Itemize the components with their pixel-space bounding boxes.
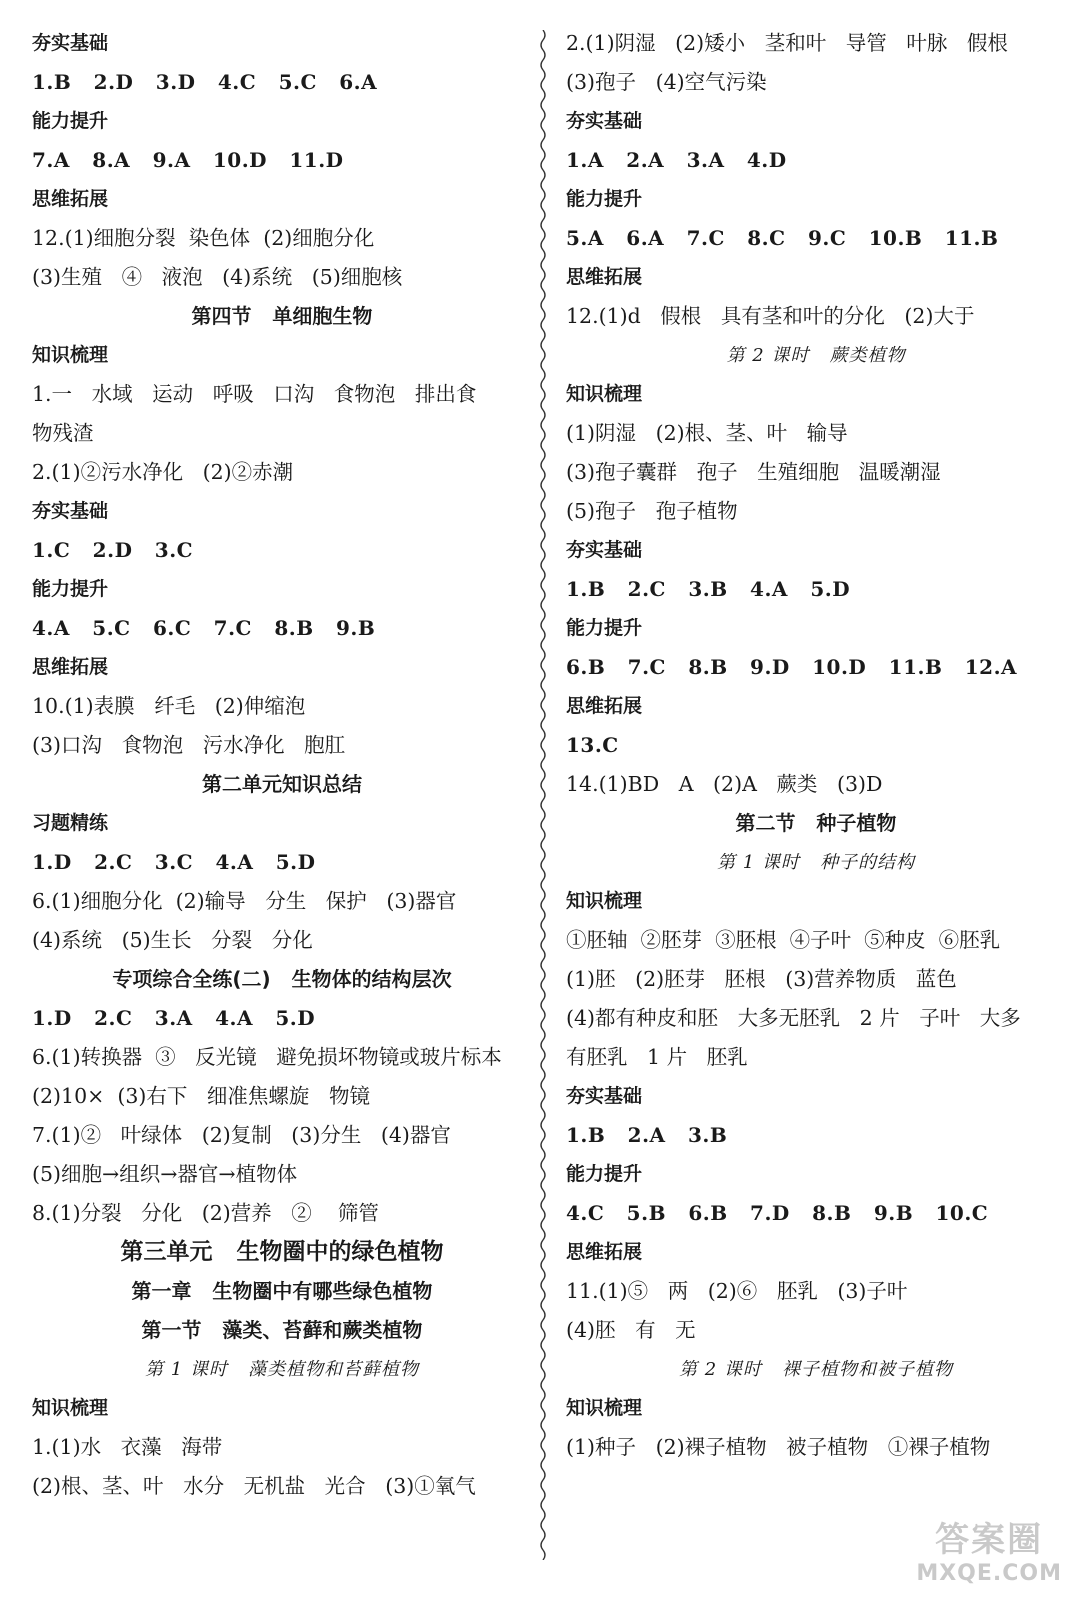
answer-line: (3)孢子 (4)空气污染 [566, 70, 767, 94]
section-title: 专项综合全练(二) 生物体的结构层次 [112, 967, 452, 991]
answer-line: (2)根、茎、叶 水分 无机盐 光合 (3)①氧气 [32, 1474, 476, 1498]
answer-line: 1.B 2.A 3.B [566, 1123, 728, 1147]
section-label: 能力提升 [32, 578, 109, 600]
answer-line: 5.A 6.A 7.C 8.C 9.C 10.B 11.B [566, 226, 999, 250]
answer-line: 1.D 2.C 3.C 4.A 5.D [32, 850, 316, 874]
section-label: 能力提升 [32, 110, 109, 132]
answer-line: (4)系统 (5)生长 分裂 分化 [32, 928, 313, 952]
answer-line: 6.(1)转换器 ③ 反光镜 避免损坏物镜或玻片标本 [32, 1045, 502, 1069]
answer-line: 8.(1)分裂 分化 (2)营养 ② 筛管 [32, 1201, 379, 1225]
answer-line: (1)阴湿 (2)根、茎、叶 输导 [566, 421, 848, 445]
section-title: 第二单元知识总结 [202, 772, 362, 796]
section-title: 第一章 生物圈中有哪些绿色植物 [131, 1279, 433, 1303]
answer-line: 7.(1)② 叶绿体 (2)复制 (3)分生 (4)器官 [32, 1123, 451, 1147]
answer-line: 1.B 2.D 3.D 4.C 5.C 6.A [32, 70, 378, 94]
answer-line: (3)孢子囊群 孢子 生殖细胞 温暖潮湿 [566, 460, 941, 484]
answer-line: (5)孢子 孢子植物 [566, 499, 738, 523]
answer-line: 1.D 2.C 3.A 4.A 5.D [32, 1006, 316, 1030]
section-label: 知识梳理 [566, 383, 643, 405]
section-label: 夯实基础 [32, 32, 109, 54]
answer-line: 1.A 2.A 3.A 4.D [566, 148, 787, 172]
answer-line: (5)细胞→组织→器官→植物体 [32, 1162, 298, 1186]
section-label: 夯实基础 [566, 539, 643, 561]
answer-line: 4.A 5.C 6.C 7.C 8.B 9.B [32, 616, 376, 640]
section-label: 知识梳理 [566, 890, 643, 912]
section-label: 知识梳理 [32, 344, 109, 366]
unit-title: 第三单元 生物圈中的绿色植物 [120, 1239, 444, 1265]
section-label: 能力提升 [566, 617, 643, 639]
section-label: 习题精练 [32, 812, 109, 834]
answer-line: 11.(1)⑤ 两 (2)⑥ 胚乳 (3)子叶 [566, 1279, 908, 1303]
answer-line: 6.(1)细胞分化 (2)输导 分生 保护 (3)器官 [32, 889, 457, 913]
section-label: 思维拓展 [566, 695, 643, 717]
lesson-title: 第 2 课时 蕨类植物 [726, 345, 906, 366]
answer-line: (1)胚 (2)胚芽 胚根 (3)营养物质 蓝色 [566, 967, 957, 991]
answer-line: (4)胚 有 无 [566, 1318, 696, 1342]
answer-line: 12.(1)细胞分裂 染色体 (2)细胞分化 [32, 226, 375, 250]
answer-line: (4)都有种皮和胚 大多无胚乳 2 片 子叶 大多 [566, 1006, 1021, 1030]
lesson-title: 第 1 课时 藻类植物和苔藓植物 [144, 1359, 420, 1380]
section-label: 夯实基础 [566, 1085, 643, 1107]
answer-line: 2.(1)②污水净化 (2)②赤潮 [32, 460, 294, 484]
section-label: 知识梳理 [566, 1397, 643, 1419]
answer-line: (2)10× (3)右下 细准焦螺旋 物镜 [32, 1084, 370, 1108]
answer-line: 12.(1)d 假根 具有茎和叶的分化 (2)大于 [566, 304, 975, 328]
answer-line: (3)口沟 食物泡 污水净化 胞肛 [32, 733, 346, 757]
section-title: 第四节 单细胞生物 [191, 304, 373, 328]
section-label: 夯实基础 [566, 110, 643, 132]
answer-line: 物残渣 [32, 421, 94, 445]
left-column [32, 24, 532, 1506]
answer-line: (1)种子 (2)裸子植物 被子植物 ①裸子植物 [566, 1435, 991, 1459]
answer-line: 1.一 水域 运动 呼吸 口沟 食物泡 排出食 [32, 382, 477, 406]
answer-line: (3)生殖 ④ 液泡 (4)系统 (5)细胞核 [32, 265, 403, 289]
lesson-title: 第 2 课时 裸子植物和被子植物 [678, 1359, 954, 1380]
section-label: 能力提升 [566, 188, 643, 210]
answer-line: 10.(1)表膜 纤毛 (2)伸缩泡 [32, 694, 306, 718]
answer-line: 2.(1)阴湿 (2)矮小 茎和叶 导管 叶脉 假根 [566, 31, 1008, 55]
right-column [566, 24, 1066, 1467]
answer-line: 1.(1)水 衣藻 海带 [32, 1435, 223, 1459]
answer-line: 13.C [566, 733, 619, 757]
section-label: 思维拓展 [32, 188, 109, 210]
answer-line: 1.B 2.C 3.B 4.A 5.D [566, 577, 851, 601]
answer-line: 7.A 8.A 9.A 10.D 11.D [32, 148, 344, 172]
section-label: 思维拓展 [32, 656, 109, 678]
answer-line: 14.(1)BD A (2)A 蕨类 (3)D [566, 772, 883, 796]
wavy-divider [536, 30, 550, 1560]
watermark [916, 1512, 1062, 1586]
answer-line: ①胚轴 ②胚芽 ③胚根 ④子叶 ⑤种皮 ⑥胚乳 [566, 928, 1001, 952]
answer-line: 6.B 7.C 8.B 9.D 10.D 11.B 12.A [566, 655, 1018, 679]
answer-line: 1.C 2.D 3.C [32, 538, 194, 562]
section-label: 能力提升 [566, 1163, 643, 1185]
section-label: 夯实基础 [32, 500, 109, 522]
section-label: 思维拓展 [566, 1241, 643, 1263]
answer-line: 4.C 5.B 6.B 7.D 8.B 9.B 10.C [566, 1201, 989, 1225]
lesson-title: 第 1 课时 种子的结构 [716, 852, 916, 873]
section-title: 第一节 藻类、苔藓和蕨类植物 [141, 1318, 423, 1342]
answer-line: 有胚乳 1 片 胚乳 [566, 1045, 748, 1069]
section-title: 第二节 种子植物 [735, 811, 897, 835]
watermark-url: MXQE.COM [916, 1561, 1062, 1586]
watermark-logo-text: 答案圈 [935, 1520, 1044, 1560]
section-label: 知识梳理 [32, 1397, 109, 1419]
section-label: 思维拓展 [566, 266, 643, 288]
